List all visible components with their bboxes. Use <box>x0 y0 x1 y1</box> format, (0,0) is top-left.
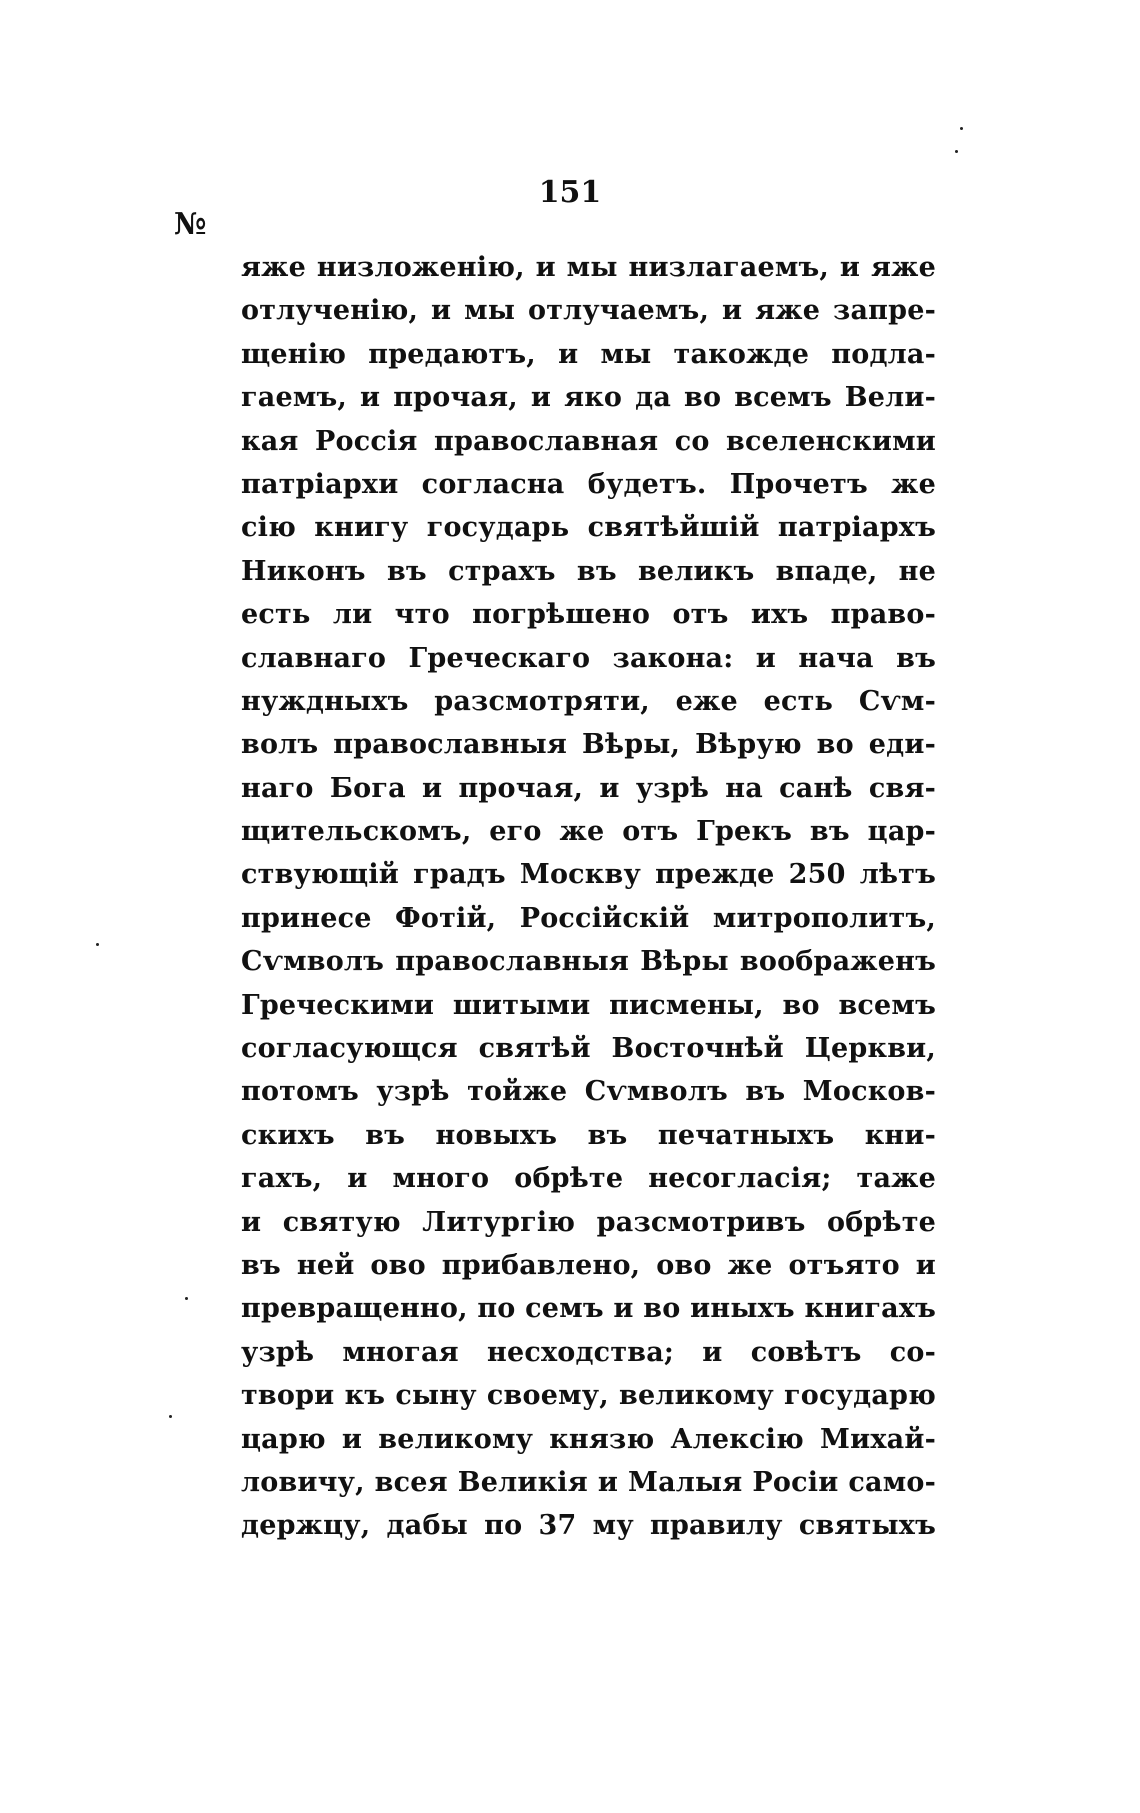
text-line: ствующій градъ Москву прежде 250 лѣтъ <box>241 859 936 891</box>
page-number: 151 <box>538 175 602 210</box>
text-line: щенію предаютъ, и мы такожде подла- <box>241 338 936 370</box>
text-line: и святую Литургію разсмотривъ обрѣте <box>241 1206 936 1238</box>
text-line: ловичу, всея Великія и Малыя Росіи само- <box>241 1466 936 1498</box>
text-line: потомъ узрѣ тойже Сѵмволъ въ Москов- <box>241 1076 936 1108</box>
scan-speck <box>96 943 99 946</box>
text-line: Греческими шитыми писмены, во всемъ <box>241 989 936 1021</box>
text-line: скихъ въ новыхъ въ печатныхъ кни- <box>241 1119 936 1151</box>
scan-speck <box>169 1415 172 1418</box>
text-line: нуждныхъ разсмотряти, еже есть Сѵм- <box>241 685 936 717</box>
text-line: держцу, дабы по 37 му правилу святыхъ <box>241 1510 936 1542</box>
text-line: Никонъ въ страхъ въ великъ впаде, не <box>241 555 936 587</box>
text-line: есть ли что погрѣшено отъ ихъ право- <box>241 599 936 631</box>
text-line: славнаго Греческаго закона: и нача въ <box>241 642 936 674</box>
margin-number-sign: № <box>174 207 207 242</box>
text-line: кая Россія православная со вселенскими <box>241 425 936 457</box>
text-line: патріархи согласна будетъ. Прочетъ же <box>241 468 936 500</box>
text-line: согласующся святѣй Восточнѣй Церкви, <box>241 1033 936 1065</box>
text-line: наго Бога и прочая, и узрѣ на санѣ свя- <box>241 772 936 804</box>
text-line: щительскомъ, его же отъ Грекъ въ цар- <box>241 816 936 848</box>
text-line: твори къ сыну своему, великому государю <box>241 1380 936 1412</box>
text-line: Сѵмволъ православныя Вѣры воображенъ <box>241 946 936 978</box>
text-line: узрѣ многая несходства; и совѣтъ со- <box>241 1336 936 1368</box>
text-line: гаемъ, и прочая, и яко да во всемъ Вели- <box>241 382 936 414</box>
body-text <box>241 246 936 1548</box>
scan-speck <box>960 127 963 130</box>
text-line: гахъ, и много обрѣте несогласія; таже <box>241 1163 936 1195</box>
text-line: превращенно, по семъ и во иныхъ книгахъ <box>241 1293 936 1325</box>
text-line: сію книгу государь святѣйшій патріархъ <box>241 512 936 544</box>
text-line: принесе Фотій, Россійскій митрополитъ, <box>241 902 936 934</box>
text-line: въ ней ово прибавлено, ово же отъято и <box>241 1249 936 1281</box>
text-line: царю и великому князю Алексію Михай- <box>241 1423 936 1455</box>
text-line: волъ православныя Вѣры, Вѣрую во еди- <box>241 729 936 761</box>
text-line: яже низложенію, и мы низлагаемъ, и яже <box>241 252 936 283</box>
text-line: отлученію, и мы отлучаемъ, и яже запре- <box>241 295 936 327</box>
scan-speck <box>955 150 958 153</box>
scan-speck <box>185 1297 188 1300</box>
